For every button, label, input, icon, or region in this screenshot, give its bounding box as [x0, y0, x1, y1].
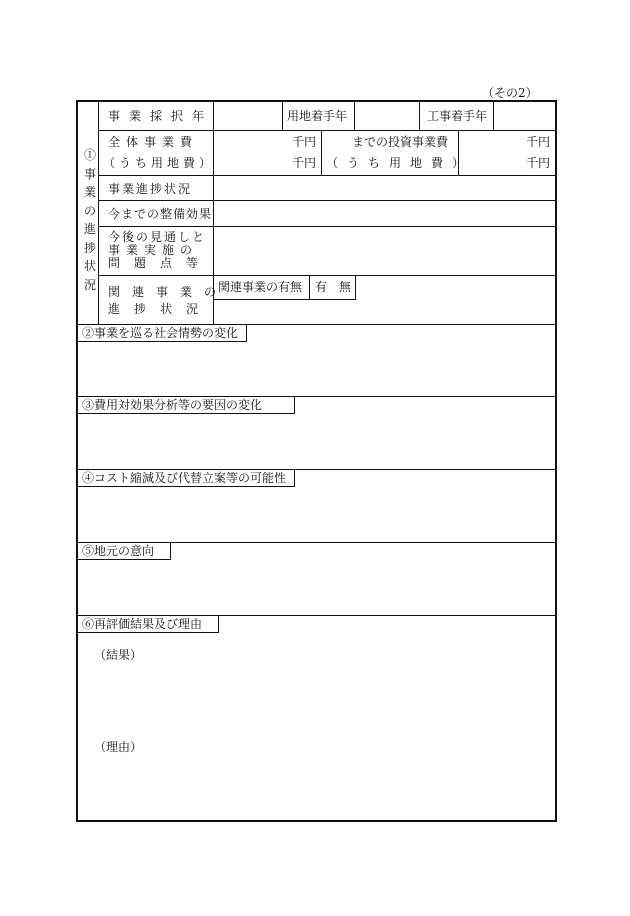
section-3-label-box: [78, 397, 295, 414]
total-cost-unit: 千円: [291, 135, 316, 149]
section-3-title: ③費用対効果分析等の要因の変化: [82, 398, 263, 412]
divider: [98, 175, 555, 176]
page-number: （その2）: [482, 86, 538, 100]
construction-start-label: 工事着手年: [427, 109, 488, 123]
land-start-label: 用地着手年: [287, 109, 348, 123]
divider: [213, 299, 356, 300]
invested-cost-unit: 千円: [525, 135, 550, 149]
outlook-label-2: 事業実施の: [108, 243, 199, 257]
outlook-label-3: 問題点等: [108, 256, 213, 270]
related-exist-options[interactable]: 有 無: [315, 280, 352, 294]
adoption-year-label: [108, 109, 214, 123]
divider: [98, 226, 555, 227]
divider: [493, 102, 494, 130]
section-2-title: ②事業を巡る社会情勢の変化: [82, 326, 239, 340]
effect-label: 今までの整備効果: [108, 207, 213, 221]
section-5-title: ⑤地元の意向: [82, 544, 155, 558]
divider: [355, 275, 356, 299]
divider: [98, 102, 99, 324]
outlook-label-1: 今後の見通しと: [108, 230, 207, 244]
divider: [419, 102, 420, 130]
evaluation-form: [76, 100, 557, 822]
section-4-title: ④コスト縮減及び代替立案等の可能性: [82, 471, 287, 485]
land-cost-unit: 千円: [291, 156, 316, 170]
related-label-1: 関連事業の: [108, 285, 229, 299]
divider: [98, 130, 555, 131]
related-label-2: 進捗状況: [108, 302, 213, 316]
invested-label: までの投資事業費: [352, 135, 449, 149]
invested-land-label: （うち用地費）: [326, 156, 474, 170]
divider: [98, 200, 555, 201]
section-2-label-box: [78, 325, 247, 342]
section-6-title: ⑥再評価結果及び理由: [82, 617, 203, 631]
divider: [282, 102, 283, 130]
reason-label: （理由）: [94, 740, 143, 754]
section-6-label-box: [78, 616, 219, 633]
divider: [321, 130, 322, 175]
status-label: 事業進捗状況: [108, 182, 193, 196]
invested-land-unit: 千円: [525, 156, 550, 170]
section-5-label-box: [78, 543, 171, 560]
divider: [309, 275, 310, 299]
divider: [98, 275, 555, 276]
total-cost-label: 全体事業費: [108, 135, 199, 149]
progress-section-label: ①事業の進捗状況: [84, 148, 97, 292]
adoption-year-label-text: 事業採択年: [108, 109, 214, 123]
result-label: （結果）: [94, 648, 143, 662]
related-exist-label: 関連事業の有無: [218, 280, 303, 294]
section-4-label-box: [78, 470, 295, 487]
land-cost-label: （うち用地費）: [103, 156, 216, 170]
divider: [354, 102, 355, 130]
